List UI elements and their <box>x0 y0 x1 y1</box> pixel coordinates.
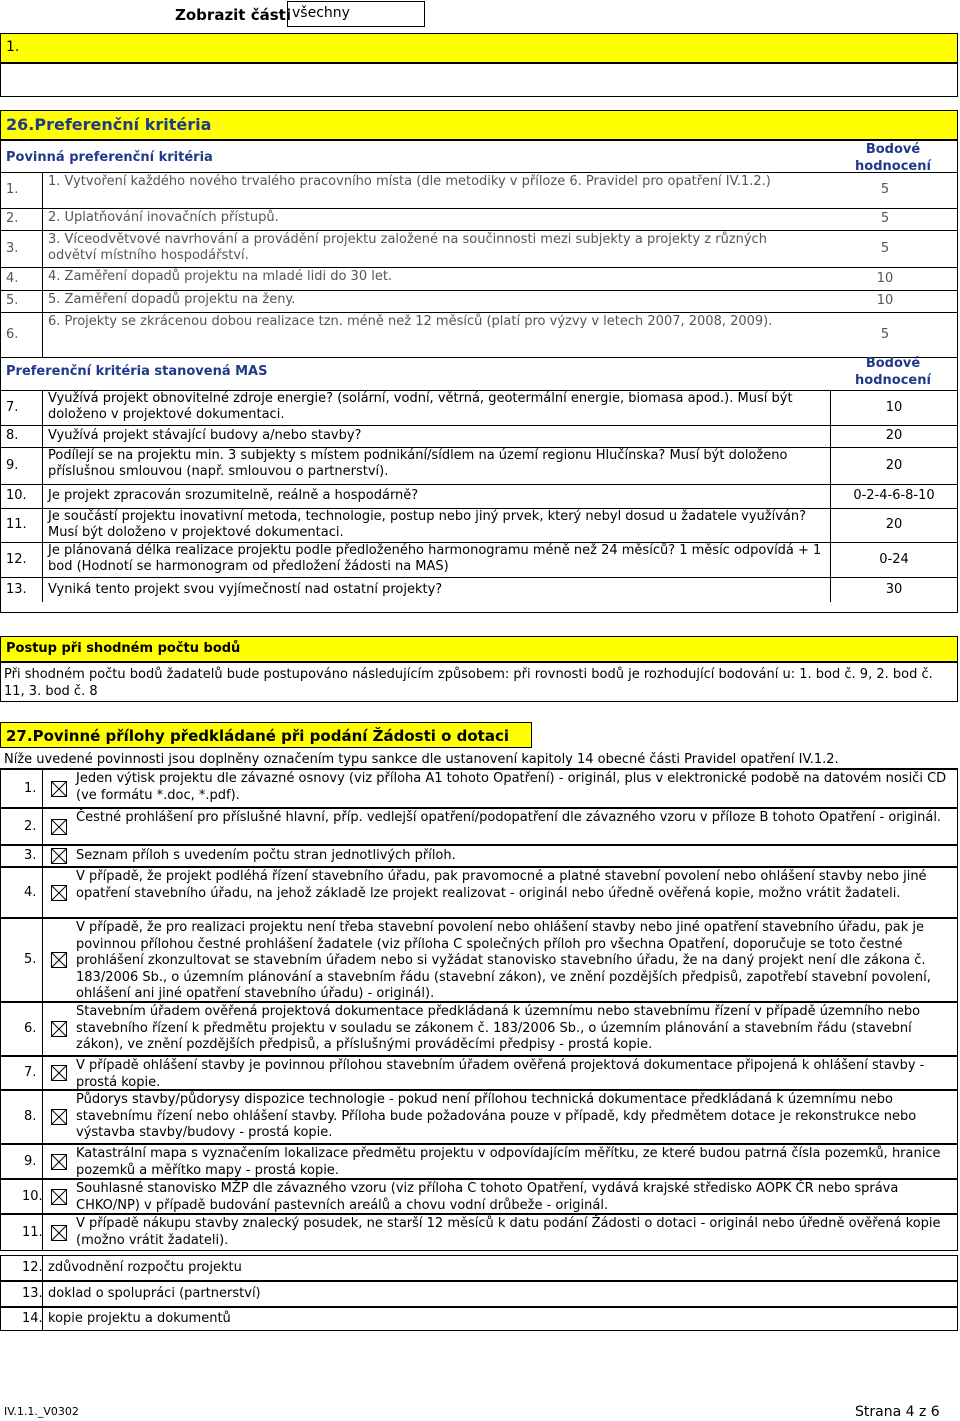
mas-criteria-text: Je plánovaná délka realizace projektu podle předloženého harmonogramu méně než 24 měsíců? 1 měsíc odpovídá + 1 bod (Hodnotí se harmonogram od předložení žádosti na MAS) <box>48 543 822 574</box>
row-divider <box>42 542 43 577</box>
criteria-number: 1. <box>6 182 19 197</box>
checkbox-icon[interactable] <box>51 885 67 901</box>
attachment-number: 4. <box>24 884 37 900</box>
row-divider <box>42 484 43 508</box>
criteria-number: 4. <box>6 270 19 286</box>
section-divider <box>0 357 958 358</box>
row-divider <box>42 208 43 230</box>
mas-criteria-score: 20 <box>885 428 903 443</box>
attachment-text: Katastrální mapa s vyznačením lokalizace předmětu projektu v odpovídajícím měřítku, ze které budou patrná čísla pozemků, hranice pozemků a měřítko mapy - prostá kopie. <box>76 1146 941 1178</box>
mas-criteria-score: 20 <box>885 457 903 473</box>
score-divider <box>830 542 831 577</box>
attachment-text: V případě ohlášení stavby je povinnou přílohou stavebním úřadem ověřená projektová dokumentace připojená k ohlášení stavby - prostá kopie. <box>76 1058 925 1090</box>
attachment-text: Stavebním úřadem ověřená projektová dokumentace předkládaná k územnímu nebo stavebnímu řízení v případě územního nebo stavebního řízení k předmětu projektu v souladu se zákonem č. 183/2006 Sb., o územním plánování a stavebním řádu (stavební zákon), ve znění pozdějších předpisů, a příslušnými prováděcími předpisy - prostá kopie. <box>76 1004 921 1053</box>
row-divider <box>42 425 43 447</box>
attachment-number: 6. <box>24 1021 37 1036</box>
mas-score-header: Bodové hodnocení <box>855 356 931 388</box>
criteria-score: 5 <box>880 326 890 342</box>
score-divider <box>830 484 831 508</box>
footer-page: Strana 4 z 6 <box>855 1404 940 1420</box>
attachment-number: 1. <box>24 780 37 796</box>
attachment-number: 3. <box>24 848 37 863</box>
score-divider <box>830 425 831 447</box>
row-divider <box>42 230 43 267</box>
attachment-number: 12. <box>22 1260 43 1275</box>
tie-rule-text: Při shodném počtu bodů žadatelů bude postupováno následujícím způsobem: při rovnosti bodů je rozhodující bodování u: 1. bod č. 9, 2. bod č. 11, 3. bod č. 8 <box>4 667 933 699</box>
row-divider <box>42 390 43 425</box>
attachment-text: doklad o spolupráci (partnerství) <box>48 1286 261 1301</box>
criteria-text: 1. Vytvoření každého nového trvalého pracovního místa (dle metodiky v příloze 6. Pravidel pro opatření IV.1.2.) <box>48 174 771 189</box>
score-divider <box>830 508 831 542</box>
criteria-number: 3. <box>6 240 19 256</box>
attachment-number: 9. <box>24 1153 37 1169</box>
checkbox-icon[interactable] <box>51 1109 67 1125</box>
mas-criteria-number: 8. <box>6 428 19 443</box>
show-section-select[interactable]: všechny <box>287 1 425 27</box>
score-divider <box>830 577 831 602</box>
criteria-text: 6. Projekty se zkrácenou dobou realizace tzn. méně než 12 měsíců (platí pro výzvy v letech 2007, 2008, 2009). <box>48 314 773 329</box>
top-row-header <box>0 33 958 63</box>
top-row-number: 1. <box>6 39 20 55</box>
mas-criteria-number: 9. <box>6 457 19 473</box>
checkbox-icon[interactable] <box>51 1154 67 1170</box>
attachment-text: Půdorys stavby/půdorysy dispozice technologie - pokud není přílohou technická dokumentace předkládaná k územnímu nebo stavebnímu řízení nebo ohlášení stavby. Příloha bude požadována pouze v případě, kdy předmětem dotace je rekonstrukce nebo výstavba stavby/budovy - prostá kopie. <box>76 1092 917 1141</box>
attachment-text: V případě, že projekt podléhá řízení stavebního úřadu, pak pravomocné a platné stavební povolení nebo ohlášení stavby nebo jiné opatření stavebního úřadu, na jehož základě lze projekt realizovat - originál nebo úředně ověřená kopie, možno vrátit žadateli. <box>76 869 927 901</box>
checkbox-icon[interactable] <box>51 819 67 835</box>
attachment-number: 11. <box>22 1224 43 1240</box>
criteria-text: 4. Zaměření dopadů projektu na mladé lidi do 30 let. <box>48 269 393 284</box>
attachment-text: Čestné prohlášení pro příslušné hlavní, příp. vedlejší opatření/podopatření dle závazného vzoru v příloze B tohoto Opatření - originál. <box>76 810 942 825</box>
attachment-number: 2. <box>24 818 37 834</box>
checkbox-icon[interactable] <box>51 952 67 968</box>
checkbox-icon[interactable] <box>51 781 67 797</box>
criteria-score: 10 <box>876 270 894 286</box>
row-divider <box>42 172 43 208</box>
attachment-text: Jeden výtisk projektu dle závazné osnovy (viz příloha A1 tohoto Opatření) - originál, plus v elektronické podobě na datovém nosiči CD (ve formátu *.doc, *.pdf). <box>76 771 947 803</box>
criteria-text: 5. Zaměření dopadů projektu na ženy. <box>48 292 296 307</box>
attachment-number: 7. <box>24 1065 37 1080</box>
checkbox-icon[interactable] <box>51 1189 67 1205</box>
criteria-number: 6. <box>6 326 19 342</box>
score-divider <box>830 390 831 425</box>
attachment-number: 8. <box>24 1109 37 1124</box>
row-divider <box>42 508 43 542</box>
mas-criteria-title: Preferenční kritéria stanovená MAS <box>6 364 268 379</box>
attachment-text: Seznam příloh s uvedením počtu stran jednotlivých příloh. <box>76 848 456 863</box>
criteria-text: 2. Uplatňování inovačních přístupů. <box>48 210 279 225</box>
mas-criteria-number: 12. <box>6 551 27 567</box>
top-row-empty <box>0 63 958 97</box>
criteria-score: 10 <box>876 293 894 308</box>
mas-criteria-score: 10 <box>885 399 903 415</box>
criteria-score: 5 <box>880 211 890 226</box>
checkbox-icon[interactable] <box>51 848 67 864</box>
attachment-text: kopie projektu a dokumentů <box>48 1311 231 1326</box>
section-27-intro: Níže uvedené povinnosti jsou doplněny označením typu sankce dle ustanovení kapitoly 14 obecné části Pravidel opatření IV.1.2. <box>4 752 839 767</box>
attachment-number: 5. <box>24 952 37 967</box>
mas-criteria-score: 0-2-4-6-8-10 <box>853 488 935 503</box>
row-divider <box>42 447 43 484</box>
attachment-number: 13. <box>22 1286 43 1301</box>
attachment-text: Souhlasné stanovisko MŽP dle závazného vzoru (viz příloha C tohoto Opatření, vydává krajské středisko AOPK ČR nebo správa CHKO/NP) v případě budování pastevních areálů a chovu vodní drůbeže - originál. <box>76 1181 899 1213</box>
criteria-text: 3. Víceodvětvové navrhování a provádění projektu založené na součinnosti mezi subjekty a projekty z různých odvětví místního hospodářství. <box>48 232 767 263</box>
mas-criteria-score: 0-24 <box>879 551 909 567</box>
criteria-number: 2. <box>6 211 19 226</box>
mas-criteria-score: 20 <box>885 517 903 532</box>
row-divider <box>42 577 43 602</box>
row-divider <box>42 267 43 290</box>
footer-code: IV.1.1._V0302 <box>4 1405 79 1418</box>
attachment-number: 14. <box>22 1311 43 1326</box>
section-27-title: 27.Povinné přílohy předkládané při podání Žádosti o dotaci <box>6 727 510 745</box>
attachment-text: zdůvodnění rozpočtu projektu <box>48 1260 242 1275</box>
mas-criteria-number: 10. <box>6 488 27 503</box>
mas-criteria-text: Je projekt zpracován srozumitelně, reálně a hospodárně? <box>48 488 419 503</box>
mas-criteria-text: Podílejí se na projektu min. 3 subjekty s místem podnikání/sídlem na území regionu Hlučínska? Musí být doloženo příslušnou smlouvou (např. smlouvou o partnerství). <box>48 448 788 479</box>
mas-criteria-number: 11. <box>6 517 27 532</box>
score-header: Bodové hodnocení <box>855 142 931 174</box>
checkbox-icon[interactable] <box>51 1021 67 1037</box>
mas-criteria-text: Vyniká tento projekt svou vyjímečností nad ostatní projekty? <box>48 581 443 597</box>
mandatory-criteria-title: Povinná preferenční kritéria <box>6 150 213 165</box>
mas-criteria-score: 30 <box>885 581 903 597</box>
tie-rule-title: Postup při shodném počtu bodů <box>6 641 241 656</box>
mas-criteria-text: Je součástí projektu inovativní metoda, technologie, postup nebo jiný prvek, který nebyl dosud u žadatele využíván? Musí být doloženo v projektové dokumentaci. <box>48 509 806 540</box>
score-divider <box>830 447 831 484</box>
attachment-text: V případě nákupu stavby znalecký posudek, ne starší 12 měsíců k datu podání Žádosti o dotaci - originál nebo úředně ověřená kopie (možno vrátit žadateli). <box>76 1216 941 1248</box>
attachment-number: 10. <box>22 1188 43 1204</box>
criteria-score: 5 <box>880 240 890 256</box>
criteria-number: 5. <box>6 293 19 308</box>
criteria-score: 5 <box>880 182 890 197</box>
mas-criteria-text: Využívá projekt stávající budovy a/nebo stavby? <box>48 428 362 443</box>
mas-criteria-number: 13. <box>6 581 27 597</box>
mas-criteria-text: Využívá projekt obnovitelné zdroje energie? (solární, vodní, větrná, geotermální energie, biomasa apod.). Musí být doloženo v projektové dokumentaci. <box>48 391 793 422</box>
row-divider <box>42 290 43 312</box>
section-26-title: 26.Preferenční kritéria <box>6 115 212 134</box>
show-section-label: Zobrazit části <box>175 6 291 24</box>
attachment-text: V případě, že pro realizaci projektu není třeba stavební povolení nebo ohlášení stavby nebo jiné opatření stavebního úřadu, pak je povinnou přílohou čestné prohlášení žadatele (viz příloha C společných příloh pro všechna Opatření, doporučuje se toto čestné prohlášení zkonzultovat se stavebním úřadem nebo si vyžádat stanovisko stavebního úřadu, že na daný projekt není dle zákona č. 183/2006 Sb., o územním plánování a stavebním řádu (stavební zákon), ve znění pozdějších předpisů, zapotřebí stavební povolení, ohlášení ani jiné opatření stavebního úřadu) - originál). <box>76 920 931 1002</box>
checkbox-icon[interactable] <box>51 1225 67 1241</box>
checkbox-icon[interactable] <box>51 1065 67 1081</box>
row-divider <box>42 312 43 357</box>
mas-criteria-number: 7. <box>6 399 19 415</box>
